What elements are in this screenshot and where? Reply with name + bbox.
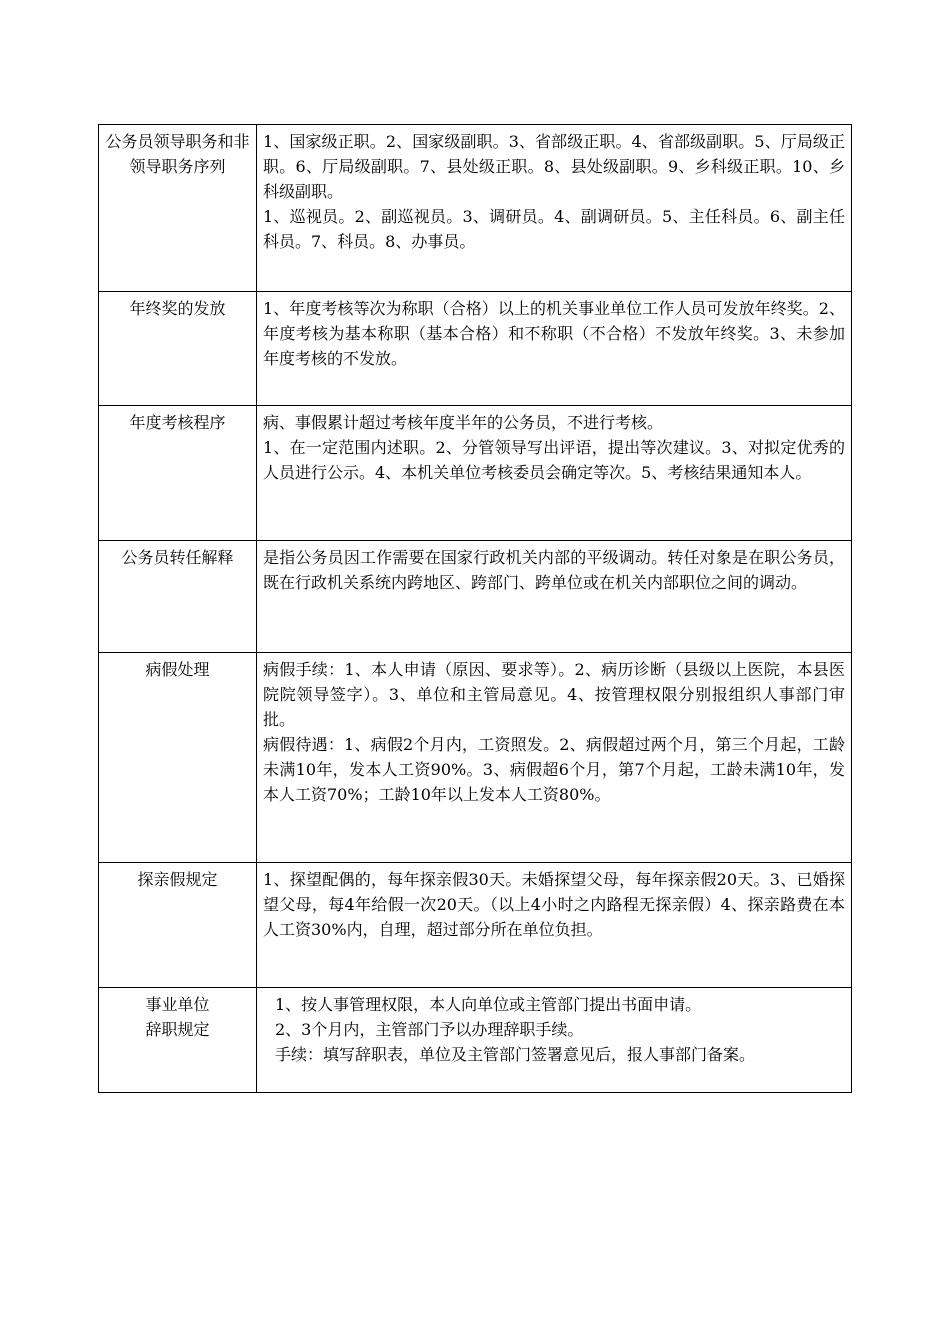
table-row <box>99 988 852 1093</box>
content-line: 病、事假累计超过考核年度半年的公务员，不进行考核。 <box>263 413 664 432</box>
label-line: 辞职规定 <box>145 1020 210 1039</box>
row-label: 年度考核程序 <box>99 406 257 541</box>
table-row <box>99 653 852 863</box>
row-content <box>257 292 852 406</box>
info-table <box>98 124 852 1093</box>
content-line: 2、3个月内，主管部门予以办理辞职手续。 <box>275 1020 584 1039</box>
row-content <box>257 988 852 1093</box>
row-content <box>257 541 852 653</box>
table-row <box>99 125 852 292</box>
row-label: 探亲假规定 <box>99 863 257 988</box>
content-line: 是指公务员因工作需要在国家行政机关内部的平级调动。转任对象是在职公务员，既在行政机关系统内跨地区、跨部门、跨单位或在机关内部职位之间的调动。 <box>263 548 845 592</box>
content-line: 1、探望配偶的，每年探亲假30天。未婚探望父母，每年探亲假20天。3、已婚探望父母，每4年给假一次20天。（以上4小时之内路程无探亲假）4、探亲路费在本人工资30%内，自理，超过部分所在单位负担。 <box>263 870 845 939</box>
content-line: 1、在一定范围内述职。2、分管领导写出评语，提出等次建议。3、对拟定优秀的人员进行公示。4、本机关单位考核委员会确定等次。5、考核结果通知本人。 <box>263 438 845 482</box>
row-label: 年终奖的发放 <box>99 292 257 406</box>
table-row <box>99 406 852 541</box>
table-row <box>99 863 852 988</box>
row-content <box>257 406 852 541</box>
table-row <box>99 292 852 406</box>
content-line: 1、年度考核等次为称职（合格）以上的机关事业单位工作人员可发放年终奖。2、年度考核为基本称职（基本合格）和不称职（不合格）不发放年终奖。3、未参加年度考核的不发放。 <box>263 299 845 368</box>
content-line: 病假待遇：1、病假2个月内，工资照发。2、病假超过两个月，第三个月起，工龄未满10年，发本人工资90%。3、病假超6个月，第7个月起，工龄未满10年，发本人工资70%；工龄10年以上发本人工资80%。 <box>263 735 845 804</box>
label-line: 事业单位 <box>145 995 210 1014</box>
table-row <box>99 541 852 653</box>
content-line: 手续：填写辞职表，单位及主管部门签署意见后，报人事部门备案。 <box>275 1045 756 1064</box>
row-label: 公务员转任解释 <box>99 541 257 653</box>
row-label: 公务员领导职务和非领导职务序列 <box>99 125 257 292</box>
row-content <box>257 863 852 988</box>
content-line: 1、按人事管理权限，本人向单位或主管部门提出书面申请。 <box>275 995 702 1014</box>
row-label: 病假处理 <box>99 653 257 863</box>
row-label <box>99 988 257 1093</box>
content-line: 1、国家级正职。2、国家级副职。3、省部级正职。4、省部级副职。5、厅局级正职。6、厅局级副职。7、县处级正职。8、县处级副职。9、乡科级正职。10、乡科级副职。 <box>263 132 845 201</box>
row-content <box>257 653 852 863</box>
content-line: 病假手续：1、本人申请（原因、要求等）。2、病历诊断（县级以上医院，本县医院院领导签字）。3、单位和主管局意见。4、按管理权限分别报组织人事部门审批。 <box>263 660 845 729</box>
row-content <box>257 125 852 292</box>
content-line: 1、巡视员。2、副巡视员。3、调研员。4、副调研员。5、主任科员。6、副主任科员。7、科员。8、办事员。 <box>263 207 845 251</box>
